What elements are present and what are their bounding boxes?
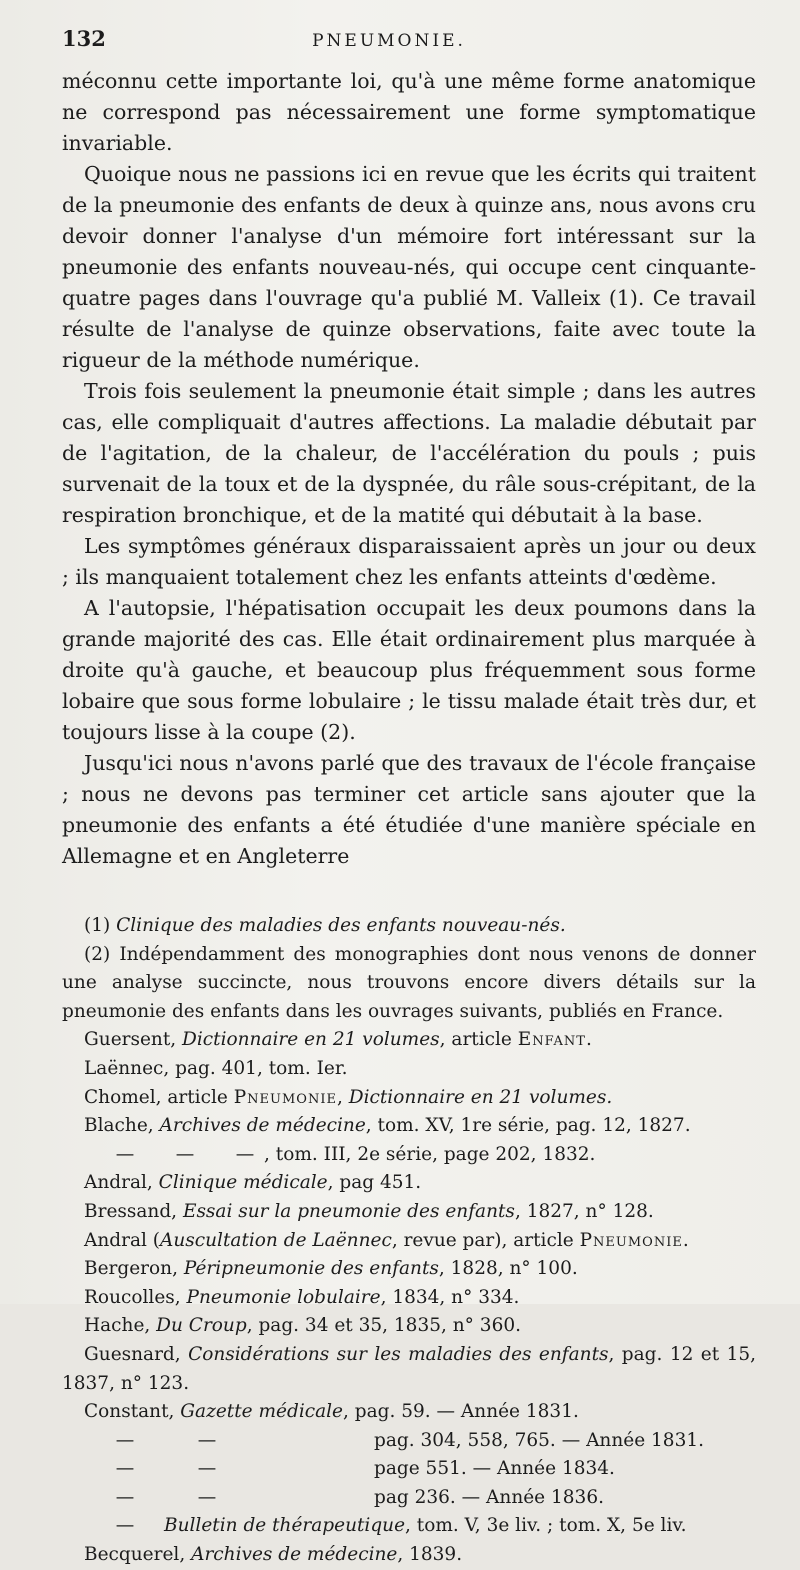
ref-detail: , article [439, 1029, 518, 1051]
ref-article: Enfant [517, 1029, 586, 1051]
reference-entry [62, 1455, 756, 1484]
ref-author: Bergeron, [84, 1258, 184, 1280]
reference-entry [62, 1541, 756, 1570]
reference-entry [62, 1427, 756, 1456]
reference-entry [62, 1284, 756, 1313]
ditto-dash: — [115, 1458, 135, 1480]
paragraph: Les symptômes généraux disparaissaient après un jour ou deux ; ils manquaient totalement chez les enfants atteints d'œdème. [62, 534, 756, 589]
ref-author: Bressand, [84, 1200, 183, 1222]
ref-detail: , tom. XV, 1re série, pag. 12, 1827. [365, 1115, 691, 1137]
paragraph: A l'autopsie, l'hépatisation occupait les deux poumons dans la grande majorité des cas. Elle était ordinairement plus marquée à droite qu'à gauche, et beaucoup plus fréquemment sous forme lobaire que sous forme lobulaire ; le tissu malade était très dur, et toujours lisse à la coupe (2). [62, 596, 756, 744]
running-title: PNEUMONIE. [312, 31, 466, 51]
page-header [62, 26, 756, 66]
footnote-title: Clinique des maladies des enfants nouveau-nés. [116, 915, 566, 936]
reference-entry [62, 1141, 756, 1170]
ref-detail: page 551. — Année 1834. [374, 1458, 615, 1480]
ref-detail: , [336, 1086, 349, 1108]
ref-author: Hache, [84, 1315, 157, 1337]
ref-detail: , pag. 34 et 35, 1835, n° 360. [246, 1315, 521, 1337]
ref-title: Du Croup [156, 1315, 247, 1337]
ref-detail: , pag 451. [327, 1172, 422, 1194]
ref-title: Péripneumonie des enfants [183, 1258, 439, 1280]
reference-entry [62, 1312, 756, 1341]
paragraph: Jusqu'ici nous n'avons parlé que des travaux de l'école française ; nous ne devons pas terminer cet article sans ajouter que la pneumonie des enfants a été étudiée d'une manière spéciale en Allemagne et en Angleterre [62, 751, 756, 868]
ref-title: Auscultation de Laënnec [160, 1229, 392, 1251]
main-text [62, 66, 756, 872]
ref-author: Andral, [84, 1172, 159, 1194]
ref-author: Constant, [84, 1401, 181, 1423]
ditto-dash: — [235, 1143, 255, 1165]
paragraph: Trois fois seulement la pneumonie était simple ; dans les autres cas, elle compliquait d'autres affections. La maladie débutait par de l'agitation, de la chaleur, de l'accélération du pouls ; puis survenait de la toux et de la dyspnée, du râle sous-crépitant, de la respiration bronchique, et de la matité qui débutait à la base. [62, 379, 756, 527]
ditto-dash: — [197, 1429, 217, 1451]
footnote-separator [62, 872, 756, 912]
ref-title: Essai sur la pneumonie des enfants [182, 1200, 515, 1222]
ref-title: Archives de médecine [191, 1544, 398, 1566]
ref-author: Blache, [84, 1115, 160, 1137]
page-number: 132 [62, 26, 106, 51]
reference-entry [62, 1398, 756, 1427]
ditto-gap [144, 1427, 374, 1456]
footnote-2: (2) Indépendamment des monographies dont nous venons de donner une analyse succincte, nous trouvons encore divers détails sur la pneumonie des enfants dans les ouvrages suivants, publiés en France. [62, 943, 756, 1022]
ref-author: Chomel, article [84, 1086, 234, 1108]
ref-detail: , pag. 12 et 15, 1837, n° 123. [62, 1343, 756, 1394]
ditto-gap [144, 1455, 374, 1484]
ref-title: Bulletin de thérapeutique [164, 1515, 406, 1537]
ditto-dash: — [115, 1143, 135, 1165]
ref-detail: , 1839. [397, 1544, 463, 1566]
ref-detail: , pag. 59. — Année 1831. [343, 1401, 579, 1423]
ref-title: Gazette médicale [180, 1401, 343, 1423]
ditto-dash: — [115, 1429, 135, 1451]
footnote-1 [62, 912, 756, 941]
reference-entry [62, 1112, 756, 1141]
reference-entry [62, 1084, 756, 1113]
paragraph: méconnu cette importante loi, qu'à une même forme anatomique ne correspond pas nécessairement une forme symptomatique invariable. [62, 69, 756, 155]
reference-entry [62, 1341, 756, 1398]
ref-title: Clinique médicale [158, 1172, 328, 1194]
ref-author: Roucolles, [84, 1286, 187, 1308]
ref-detail: , 1828, n° 100. [438, 1258, 578, 1280]
reference-entry [62, 1026, 756, 1055]
ref-title: Pneumonie lobulaire [186, 1286, 381, 1308]
reference-entry [62, 1484, 756, 1513]
ditto-gap [144, 1484, 374, 1513]
ref-detail: , 1827, n° 128. [514, 1200, 654, 1222]
ref-title: Considérations sur les maladies des enfants [188, 1343, 609, 1365]
ditto-dash: — [115, 1515, 135, 1537]
reference-entry: Laënnec, pag. 401, tom. Ier. [84, 1057, 348, 1079]
reference-entry [62, 1198, 756, 1227]
ref-article: Pneumonie [233, 1086, 337, 1108]
ref-detail: , 1834, n° 334. [380, 1286, 520, 1308]
reference-entry [62, 1227, 756, 1256]
ref-title: Dictionnaire en 21 volumes [182, 1029, 440, 1051]
footnotes [62, 912, 756, 1570]
ref-author: Becquerel, [84, 1544, 192, 1566]
ref-detail: pag. 304, 558, 765. — Année 1831. [374, 1429, 705, 1451]
ditto-dash: — [115, 1486, 135, 1508]
ditto-dash: — [175, 1143, 195, 1165]
ditto-dash: — [197, 1486, 217, 1508]
ref-end: . [585, 1029, 592, 1051]
ref-author: Guersent, [84, 1029, 183, 1051]
ref-title: Archives de médecine [159, 1115, 366, 1137]
ref-end: . [682, 1229, 689, 1251]
reference-entry [62, 1255, 756, 1284]
ref-author: Andral ( [84, 1229, 161, 1251]
ref-title: Dictionnaire en 21 volumes. [348, 1086, 613, 1108]
ref-detail: pag 236. — Année 1836. [374, 1486, 604, 1508]
reference-entry [62, 1169, 756, 1198]
ref-author: Guesnard, [84, 1343, 189, 1365]
ditto-dash: — [197, 1458, 217, 1480]
ref-detail: , revue par), article [391, 1229, 580, 1251]
ref-detail: , tom. V, 3e liv. ; tom. X, 5e liv. [405, 1515, 687, 1537]
ref-detail: , tom. III, 2e série, page 202, 1832. [264, 1143, 596, 1165]
footnote-marker: (1) [84, 915, 111, 936]
reference-entry [62, 1512, 756, 1541]
ref-article: Pneumonie [579, 1229, 683, 1251]
paragraph: Quoique nous ne passions ici en revue que les écrits qui traitent de la pneumonie des enfants de deux à quinze ans, nous avons cru devoir donner l'analyse d'un mémoire fort intéressant sur la pneumonie des enfants nouveau-nés, qui occupe cent cinquante-quatre pages dans l'ouvrage qu'a publié M. Valleix (1). Ce travail résulte de l'analyse de quinze observations, faite avec toute la rigueur de la méthode numérique. [62, 162, 756, 372]
